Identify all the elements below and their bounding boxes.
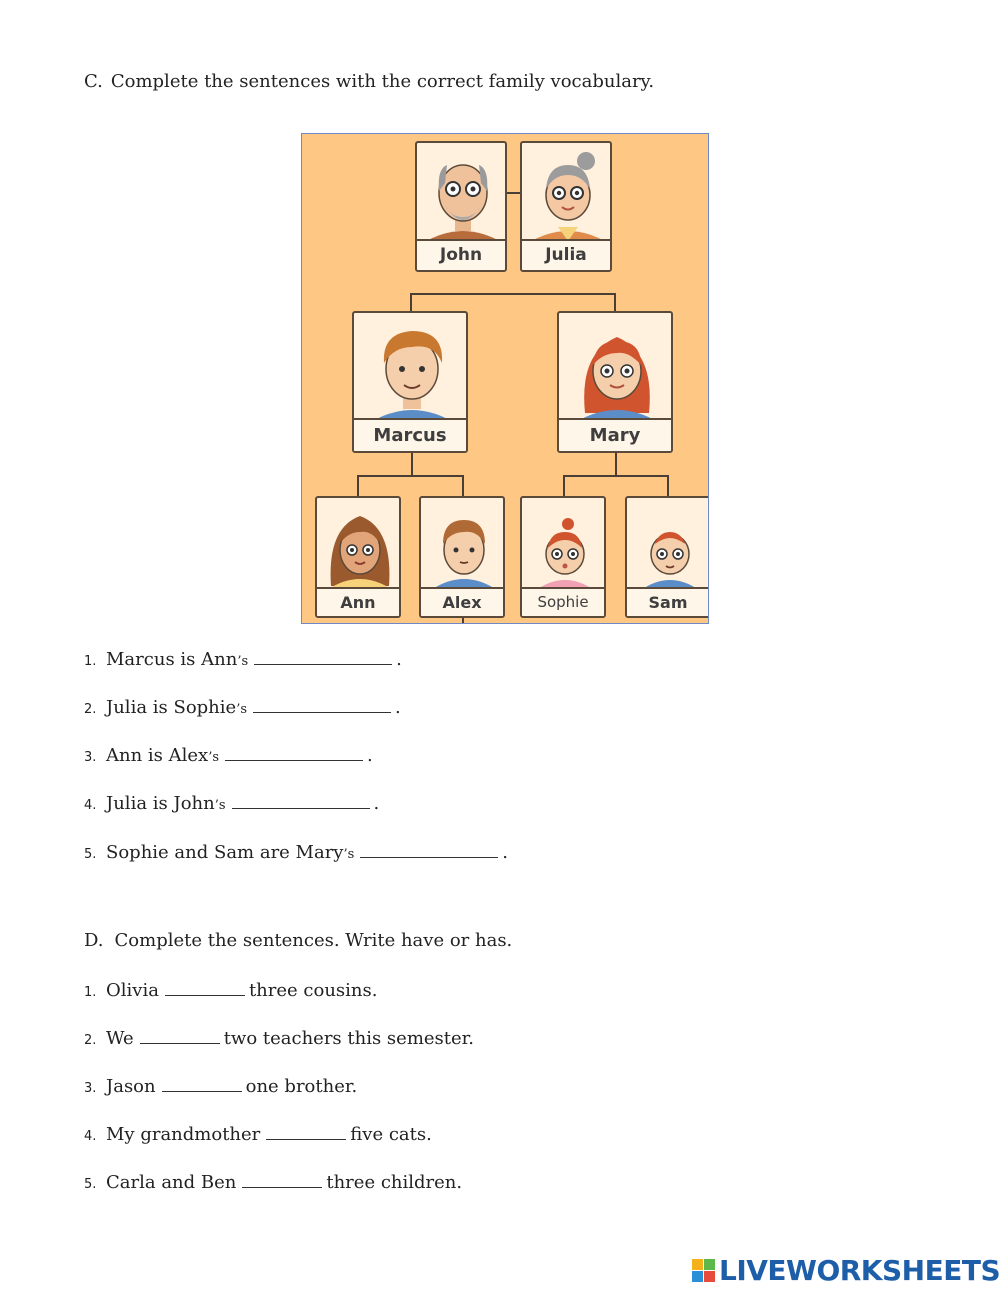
sentence-text: Carla and Ben [106,1172,237,1193]
answer-blank[interactable] [162,1077,242,1092]
sentence-text: We [106,1028,134,1049]
section-c-item [84,793,379,814]
person-card-julia [520,141,612,272]
item-number: 4. [84,1129,97,1144]
logo-tile [692,1271,703,1282]
item-number: 1. [84,985,97,1000]
answer-blank[interactable] [253,698,391,713]
answer-blank[interactable] [266,1125,346,1140]
connector-line [667,475,669,497]
item-number: 3. [84,750,97,765]
person-card-marcus [352,311,468,453]
item-number: 3. [84,1081,97,1096]
sentence-text: Marcus is Ann [106,649,238,670]
logo-tiles-icon [692,1259,715,1282]
sentence-end: one brother. [245,1076,358,1097]
person-name-marcus: Marcus [354,418,466,451]
item-number: 2. [84,702,97,717]
person-name-ann: Ann [317,587,399,616]
sentence-text: Julia is Sophie [106,697,237,718]
person-name-john: John [417,239,505,270]
sentence-text: Jason [106,1076,156,1097]
section-d-heading [84,930,512,951]
connector-line [614,293,616,311]
section-d-item [84,1124,432,1145]
sentence-end: two teachers this semester. [223,1028,475,1049]
connector-line [410,293,616,295]
possessive-suffix: ’s [237,654,249,669]
logo-tile [692,1259,703,1270]
sentence-end: . [373,793,380,814]
sentence-end: . [395,697,401,718]
person-card-alex [419,496,505,618]
answer-blank[interactable] [360,843,498,858]
answer-blank[interactable] [140,1029,220,1044]
item-number: 5. [84,847,97,862]
liveworksheets-logo[interactable] [692,1254,1000,1286]
sentence-text: Ann is Alex [106,745,209,766]
connector-line [563,475,669,477]
section-c-letter: C. [84,71,103,92]
family-tree-image [301,133,709,624]
person-name-alex: Alex [421,587,503,616]
answer-blank[interactable] [232,794,370,809]
logo-text: LIVEWORKSHEETS [719,1253,1000,1287]
sentence-end: five cats. [350,1124,432,1145]
connector-line [357,475,464,477]
section-c-heading [84,71,654,92]
item-number: 5. [84,1177,97,1192]
connector-line [410,293,412,311]
connector-line [462,475,464,497]
connector-line [615,452,617,476]
sentence-end: . [396,649,402,670]
answer-blank[interactable] [165,981,245,996]
person-card-mary [557,311,673,453]
section-d-letter: D. [84,930,104,951]
section-d-item [84,1172,462,1193]
section-d-item [84,1076,357,1097]
sentence-text: My grandmother [106,1124,261,1145]
answer-blank[interactable] [242,1173,322,1188]
person-card-ann [315,496,401,618]
possessive-suffix: ’s [236,702,247,717]
sentence-end: . [502,842,509,863]
person-card-john [415,141,507,272]
person-name-julia: Julia [522,239,610,270]
answer-blank[interactable] [225,746,363,761]
section-c-item [84,697,401,718]
connector-line [411,452,413,476]
answer-blank[interactable] [254,650,392,665]
section-c-item [84,842,508,863]
connector-line [357,475,359,497]
section-c-item [84,649,402,670]
sentence-text: Julia is John [106,793,215,814]
logo-tile [704,1259,715,1270]
sentence-end: . [367,745,373,766]
section-d-item [84,1028,474,1049]
person-card-sophie [520,496,606,618]
possessive-suffix: ’s [208,750,219,765]
sentence-text: Sophie and Sam are Mary [106,842,344,863]
section-c-instruction: Complete the sentences with the correct family vocabulary. [110,71,655,92]
section-c-item [84,745,373,766]
section-d-instruction: Complete the sentences. Write have or has. [114,930,513,951]
sentence-end: three cousins. [248,980,378,1001]
section-d-item [84,980,377,1001]
person-card-sam [625,496,709,618]
sentence-end: three children. [326,1172,463,1193]
item-number: 1. [84,654,97,669]
possessive-suffix: ’s [343,847,355,862]
sentence-text: Olivia [106,980,159,1001]
logo-tile [704,1271,715,1282]
possessive-suffix: ’s [214,798,226,813]
person-name-sam: Sam [627,587,709,616]
connector-line [563,475,565,497]
item-number: 4. [84,798,97,813]
item-number: 2. [84,1033,97,1048]
person-name-sophie: Sophie [522,587,604,616]
person-name-mary: Mary [559,418,671,451]
